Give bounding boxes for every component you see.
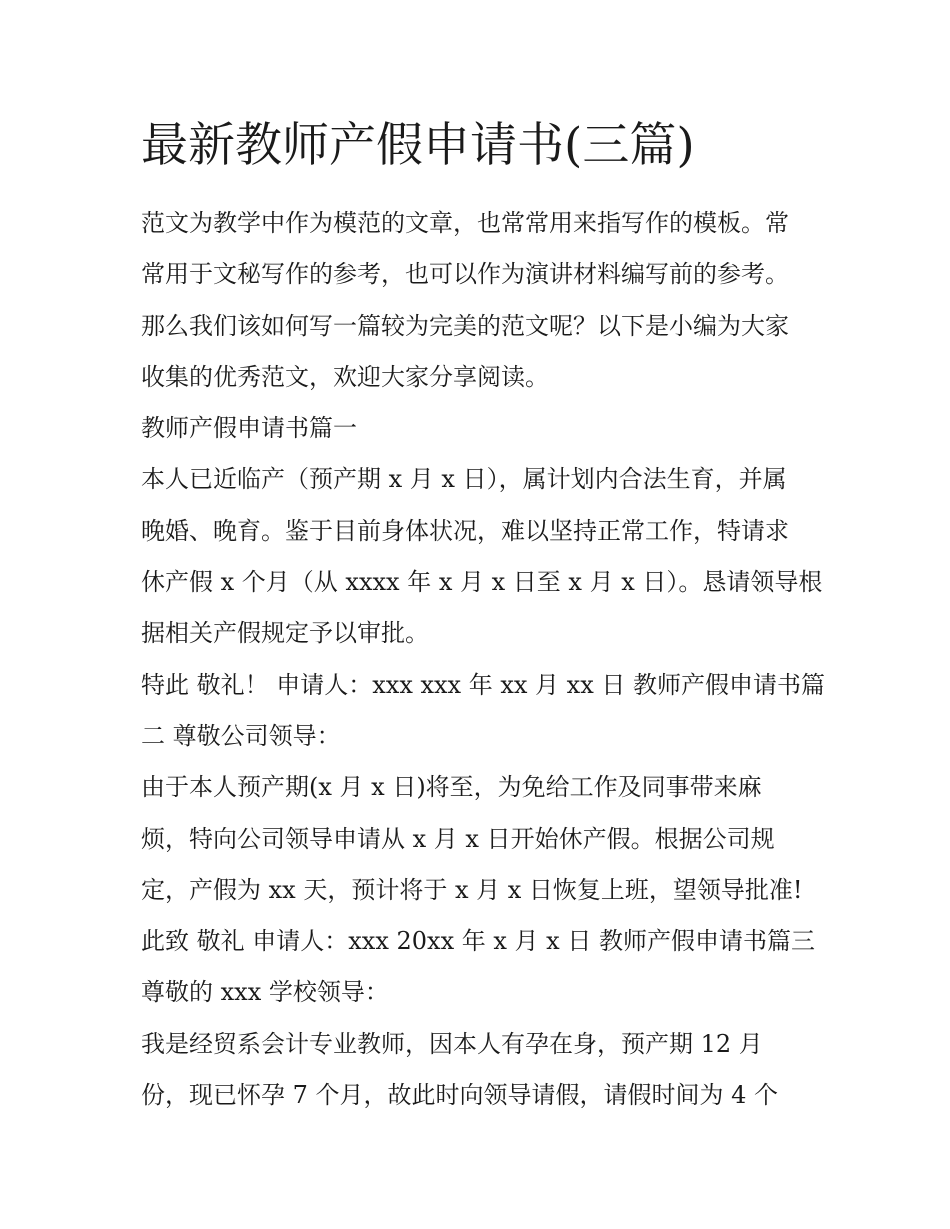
- text-line: 我是经贸系会计专业教师，因本人有孕在身，预产期 12 月: [141, 1029, 763, 1058]
- text-line: 尊敬的 xxx 学校领导：: [141, 978, 389, 1007]
- text-line: 二 尊敬公司领导：: [141, 721, 341, 750]
- text-line: 范文为教学中作为模范的文章，也常常用来指写作的模板。常: [141, 209, 789, 237]
- text-line: 晚婚、晚育。鉴于目前身体状况，难以坚持正常工作，特请求: [141, 516, 789, 545]
- text-line: 份，现已怀孕 7 个月，故此时向领导请假，请假时间为 4 个: [141, 1081, 779, 1110]
- document-body: [141, 198, 826, 1121]
- text-line: 定，产假为 xx 天，预计将于 x 月 x 日恢复上班，望领导批准!: [141, 875, 803, 904]
- text-line: 特此 敬礼！ 申请人：xxx xxx 年 xx 月 xx 日 教师产假申请书篇: [141, 670, 826, 699]
- document-title: 最新教师产假申请书(三篇): [141, 118, 695, 173]
- section-heading: 教师产假申请书篇一: [141, 414, 357, 443]
- text-line: 烦，特向公司领导申请从 x 月 x 日开始休产假。根据公司规: [141, 824, 775, 853]
- text-line: 据相关产假规定予以审批。: [141, 619, 429, 648]
- text-line: 休产假 x 个月（从 xxxx 年 x 月 x 日至 x 月 x 日）。恳请领导根: [141, 568, 823, 597]
- text-line: 由于本人预产期(x 月 x 日)将至，为免给工作及同事带来麻: [141, 773, 762, 802]
- text-line: 收集的优秀范文，欢迎大家分享阅读。: [141, 362, 549, 391]
- text-line: 此致 敬礼 申请人：xxx 20xx 年 x 月 x 日 教师产假申请书篇三: [141, 927, 815, 956]
- text-line: 本人已近临产（预产期 x 月 x 日），属计划内合法生育，并属: [141, 465, 787, 494]
- text-line: 常用于文秘写作的参考，也可以作为演讲材料编写前的参考。: [141, 260, 789, 289]
- text-line: 那么我们该如何写一篇较为完美的范文呢？以下是小编为大家: [141, 311, 789, 340]
